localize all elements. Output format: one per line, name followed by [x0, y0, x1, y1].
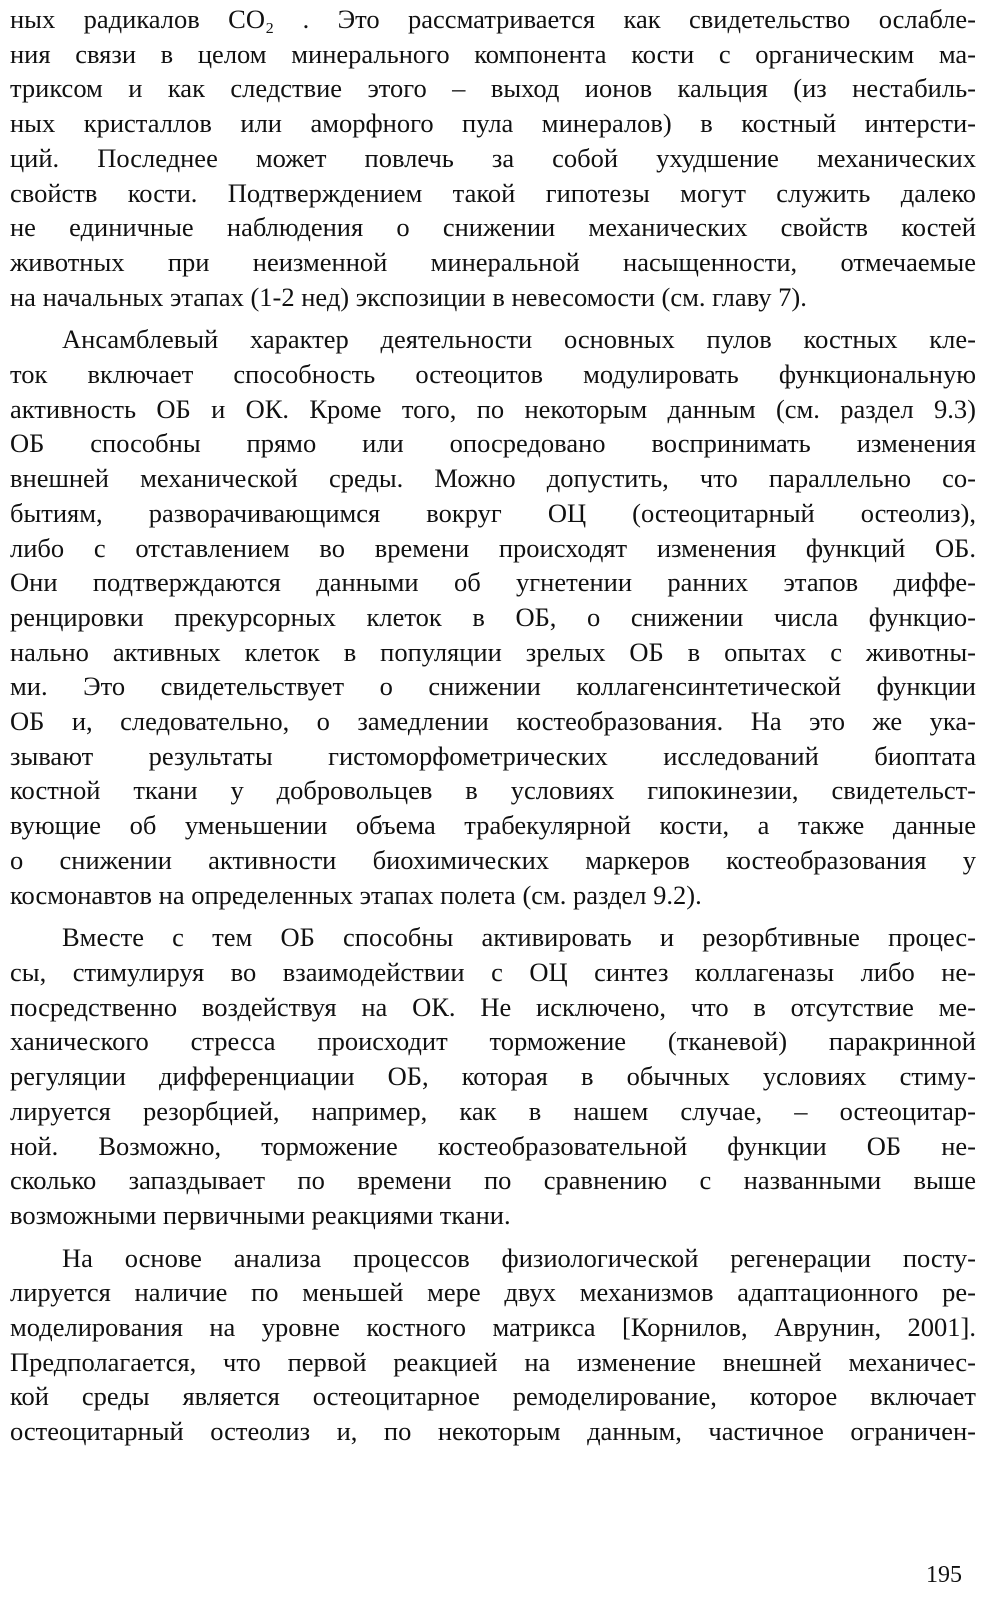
text-line: ханического стресса происходит торможение (тканевой) паракринной [10, 1026, 976, 1057]
text-line: сколько запаздывает по времени по сравнению с названными выше [10, 1165, 976, 1196]
text-line: сы, стимулируя во взаимодействии с ОЦ синтез коллагеназы либо не- [10, 956, 976, 987]
text-line: ми. Это свидетельствует о снижении коллагенсинтетической функции [10, 671, 976, 702]
text-line: Вместе с тем ОБ способны активировать и резорбтивные процес- [62, 922, 976, 953]
text-line: внешней механической среды. Можно допустить, что параллельно со- [10, 463, 976, 494]
text-line: возможными первичными реакциями ткани. [10, 1199, 511, 1230]
text-line: костной ткани у добровольцев в условиях гипокинезии, свидетельст- [10, 775, 976, 806]
text-line: бытиям, разворачивающимся вокруг ОЦ (остеоцитарный остеолиз), [10, 497, 976, 528]
text-line: регуляции дифференциации ОБ, которая в обычных условиях стиму- [10, 1061, 976, 1092]
text-line: моделирования на уровне костного матрикса [Корнилов, Аврунин, 2001]. [10, 1312, 976, 1343]
text-line: остеоцитарный остеолиз и, по некоторым данным, частичное ограничен- [10, 1416, 976, 1447]
paragraph-2 [10, 322, 976, 912]
text-line: не единичные наблюдения о снижении механических свойств костей [10, 212, 976, 243]
page-number: 195 [926, 1562, 962, 1588]
text-line: ОБ способны прямо или опосредовано воспринимать изменения [10, 428, 976, 459]
text-line: ток включает способность остеоцитов модулировать функциональную [10, 359, 976, 390]
paragraph-4 [10, 1241, 976, 1449]
text-line: о снижении активности биохимических маркеров костеобразования у [10, 844, 976, 875]
text-line: ренцировки прекурсорных клеток в ОБ, о снижении числа функцио- [10, 601, 976, 632]
text-line: Предполагается, что первой реакцией на изменение внешней механичес- [10, 1346, 976, 1377]
text-line: свойств кости. Подтверждением такой гипотезы могут служить далеко [10, 177, 976, 208]
text-line: ния связи в целом минерального компонента кости с органическим ма- [10, 38, 976, 69]
text-line: лируется наличие по меньшей мере двух механизмов адаптационного ре- [10, 1277, 976, 1308]
text-line: космонавтов на определенных этапах полета (см. раздел 9.2). [10, 879, 702, 910]
text-line: активность ОБ и ОК. Кроме того, по некоторым данным (см. раздел 9.3) [10, 393, 976, 424]
text-line: зывают результаты гистоморфометрических исследований биоптата [10, 740, 976, 771]
text-line: ной. Возможно, торможение костеобразовательной функции ОБ не- [10, 1130, 976, 1161]
paragraph-3 [10, 920, 976, 1232]
text-line: Они подтверждаются данными об угнетении ранних этапов диффе- [10, 567, 976, 598]
text-line: посредственно воздействуя на ОК. Не исключено, что в отсутствие ме- [10, 991, 976, 1022]
page-body-text [10, 2, 976, 1449]
paragraph-1 [10, 2, 976, 314]
text-line: животных при неизменной минеральной насыщенности, отмечаемые [10, 246, 976, 277]
text-line: либо с отставлением во времени происходят изменения функций ОБ. [10, 532, 976, 563]
text-line: вующие об уменьшении объема трабекулярной кости, а также данные [10, 810, 976, 841]
text-line: на начальных этапах (1-2 нед) экспозиции в невесомости (см. главу 7). [10, 281, 807, 312]
text-line: ных радикалов CO₂ . Это рассматривается как свидетельство ослабле- [10, 4, 976, 34]
text-line: триксом и как следствие этого – выход ионов кальция (из нестабиль- [10, 73, 976, 104]
text-line: ций. Последнее может повлечь за собой ухудшение механических [10, 142, 976, 173]
text-line: ных кристаллов или аморфного пула минералов) в костный интерсти- [10, 108, 976, 139]
text-line: кой среды является остеоцитарное ремоделирование, которое включает [10, 1381, 976, 1412]
text-line: На основе анализа процессов физиологической регенерации посту- [62, 1242, 976, 1273]
text-line: Ансамблевый характер деятельности основных пулов костных кле- [62, 324, 976, 355]
text-line: ОБ и, следовательно, о замедлении костеобразования. На это же ука- [10, 706, 976, 737]
text-line: нально активных клеток в популяции зрелых ОБ в опытах с животны- [10, 636, 976, 667]
text-line: лируется резорбцией, например, как в нашем случае, – остеоцитар- [10, 1095, 976, 1126]
